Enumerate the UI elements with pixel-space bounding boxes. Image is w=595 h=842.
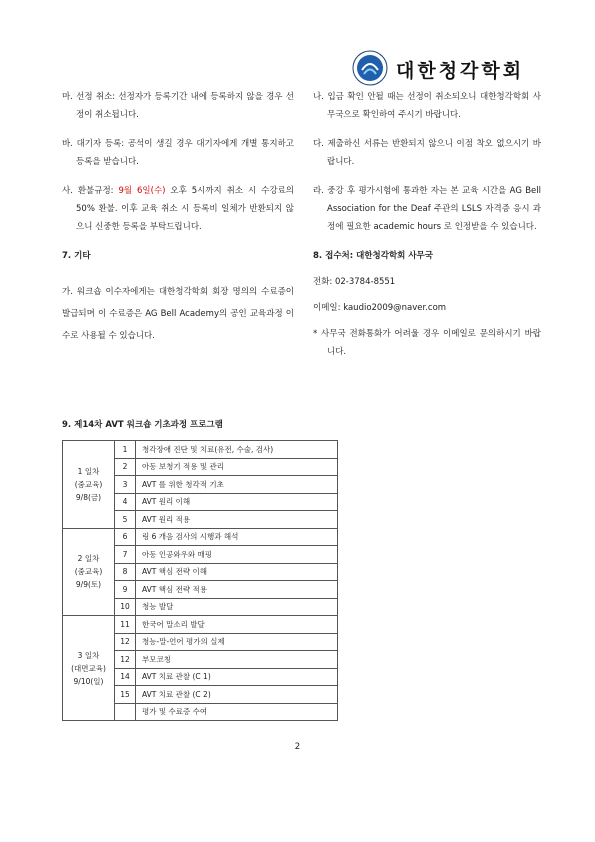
session-topic: AVT 치료 관찰 (C 1) [136, 668, 338, 686]
session-number: 6 [115, 528, 136, 546]
section-heading-7: 7. 기타 [62, 251, 91, 261]
session-topic: AVT 를 위한 청각적 기초 [136, 476, 338, 494]
contact-email: 이메일: kaudio2009@naver.com [313, 303, 447, 313]
table-row [63, 528, 338, 546]
day-date: 9/8(금) [75, 492, 102, 502]
session-topic: AVT 원리 이해 [136, 493, 338, 511]
refund-text: 오후 5시까지 취소 시 수강료의 50% 환불. 이후 교육 취소 시 등록비 일체가 반환되지 않으니 신중한 등록을 부탁드립니다. [76, 186, 294, 232]
session-topic: 한국어 말소리 발달 [136, 616, 338, 634]
contact-note: * 사무국 전화통화가 어려울 경우 이메일로 문의하시기 바랍니다. [313, 329, 541, 357]
day-date: 9/9(토) [75, 580, 102, 590]
session-number: 7 [115, 546, 136, 564]
session-number: 8 [115, 563, 136, 581]
day-cell [63, 441, 115, 529]
table-title: 9. 제14차 AVT 워크숍 기초과정 프로그램 [62, 420, 223, 430]
day-type: (대면교육) [71, 663, 106, 673]
session-number: 4 [115, 493, 136, 511]
refund-label: 사. 환불규정: [62, 186, 119, 196]
table-row [63, 441, 338, 459]
day-cell [63, 616, 115, 721]
session-number: 2 [115, 458, 136, 476]
session-number: 1 [115, 441, 136, 459]
list-item: 바. 대기자 등록: 공석이 생길 경우 대기자에게 개별 통지하고 등록을 받습니다. [62, 139, 294, 167]
section-heading-8: 8. 접수처: 대한청각학회 사무국 [313, 251, 433, 261]
session-number: 12 [115, 633, 136, 651]
list-item: 다. 제출하신 서류는 반환되지 않으니 이점 착오 없으시기 바랍니다. [313, 139, 541, 167]
day-type: (줌교육) [74, 567, 103, 577]
session-topic: 아동 보청기 적용 및 관리 [136, 458, 338, 476]
session-number: 11 [115, 616, 136, 634]
contact-phone: 전화: 02-3784-8551 [313, 277, 396, 287]
session-topic: 평가 및 수료증 수여 [136, 703, 338, 721]
session-topic: 링 6 개음 검사의 시행과 해석 [136, 528, 338, 546]
session-number: 14 [115, 668, 136, 686]
session-topic: AVT 치료 관찰 (C 2) [136, 686, 338, 704]
list-item: 마. 선정 취소: 선정자가 등록기간 내에 등록하지 않을 경우 선정이 취소됩니다. [62, 92, 294, 120]
refund-deadline: 9월 6일(수) [118, 186, 166, 196]
session-topic: AVT 원리 적용 [136, 511, 338, 529]
list-item: 나. 입금 확인 안될 때는 선정이 취소되오니 대한청각학회 사무국으로 확인하여 주시기 바랍니다. [313, 92, 541, 120]
session-number [115, 703, 136, 721]
session-topic: 청능 발달 [136, 598, 338, 616]
table-row [63, 616, 338, 634]
right-column [313, 88, 541, 372]
list-item: 라. 중강 후 평가시험에 통과한 자는 본 교육 시간을 AG Bell Association for the Deaf 주관의 LSLS 자격증 응시 과정에 필요한 academic hours 로 인정받을 수 있습니다. [313, 186, 541, 232]
session-topic: 청능-말-언어 평가의 실제 [136, 633, 338, 651]
section-7-paragraph: 가. 워크숍 이수자에게는 대한청각학회 회장 명의의 수료증이 발급되며 이 수료증은 AG Bell Academy의 공인 교육과정 이수로 사용될 수 있습니다. [62, 287, 294, 341]
logo-text: 대한청각학회 [396, 60, 525, 82]
session-topic: AVT 핵심 전략 이해 [136, 563, 338, 581]
day-date: 9/10(일) [73, 676, 104, 686]
session-number: 3 [115, 476, 136, 494]
day-name: 3 일차 [77, 650, 100, 660]
session-topic: 아동 인공와우와 매핑 [136, 546, 338, 564]
session-number: 10 [115, 598, 136, 616]
left-column [62, 88, 294, 347]
day-type: (줌교육) [74, 479, 103, 489]
society-emblem-icon [352, 50, 388, 86]
session-topic: 부모코칭 [136, 651, 338, 669]
session-number: 15 [115, 686, 136, 704]
session-topic: 청각장애 진단 및 치료(유전, 수술, 검사) [136, 441, 338, 459]
session-number: 5 [115, 511, 136, 529]
session-topic: AVT 핵심 전략 적용 [136, 581, 338, 599]
day-name: 2 일차 [77, 554, 100, 564]
society-logo [352, 50, 542, 90]
page-number: 2 [294, 742, 301, 752]
day-name: 1 일차 [77, 466, 100, 476]
session-number: 12 [115, 651, 136, 669]
day-cell [63, 528, 115, 616]
session-number: 9 [115, 581, 136, 599]
program-table [62, 440, 338, 721]
list-item-refund [62, 182, 294, 236]
